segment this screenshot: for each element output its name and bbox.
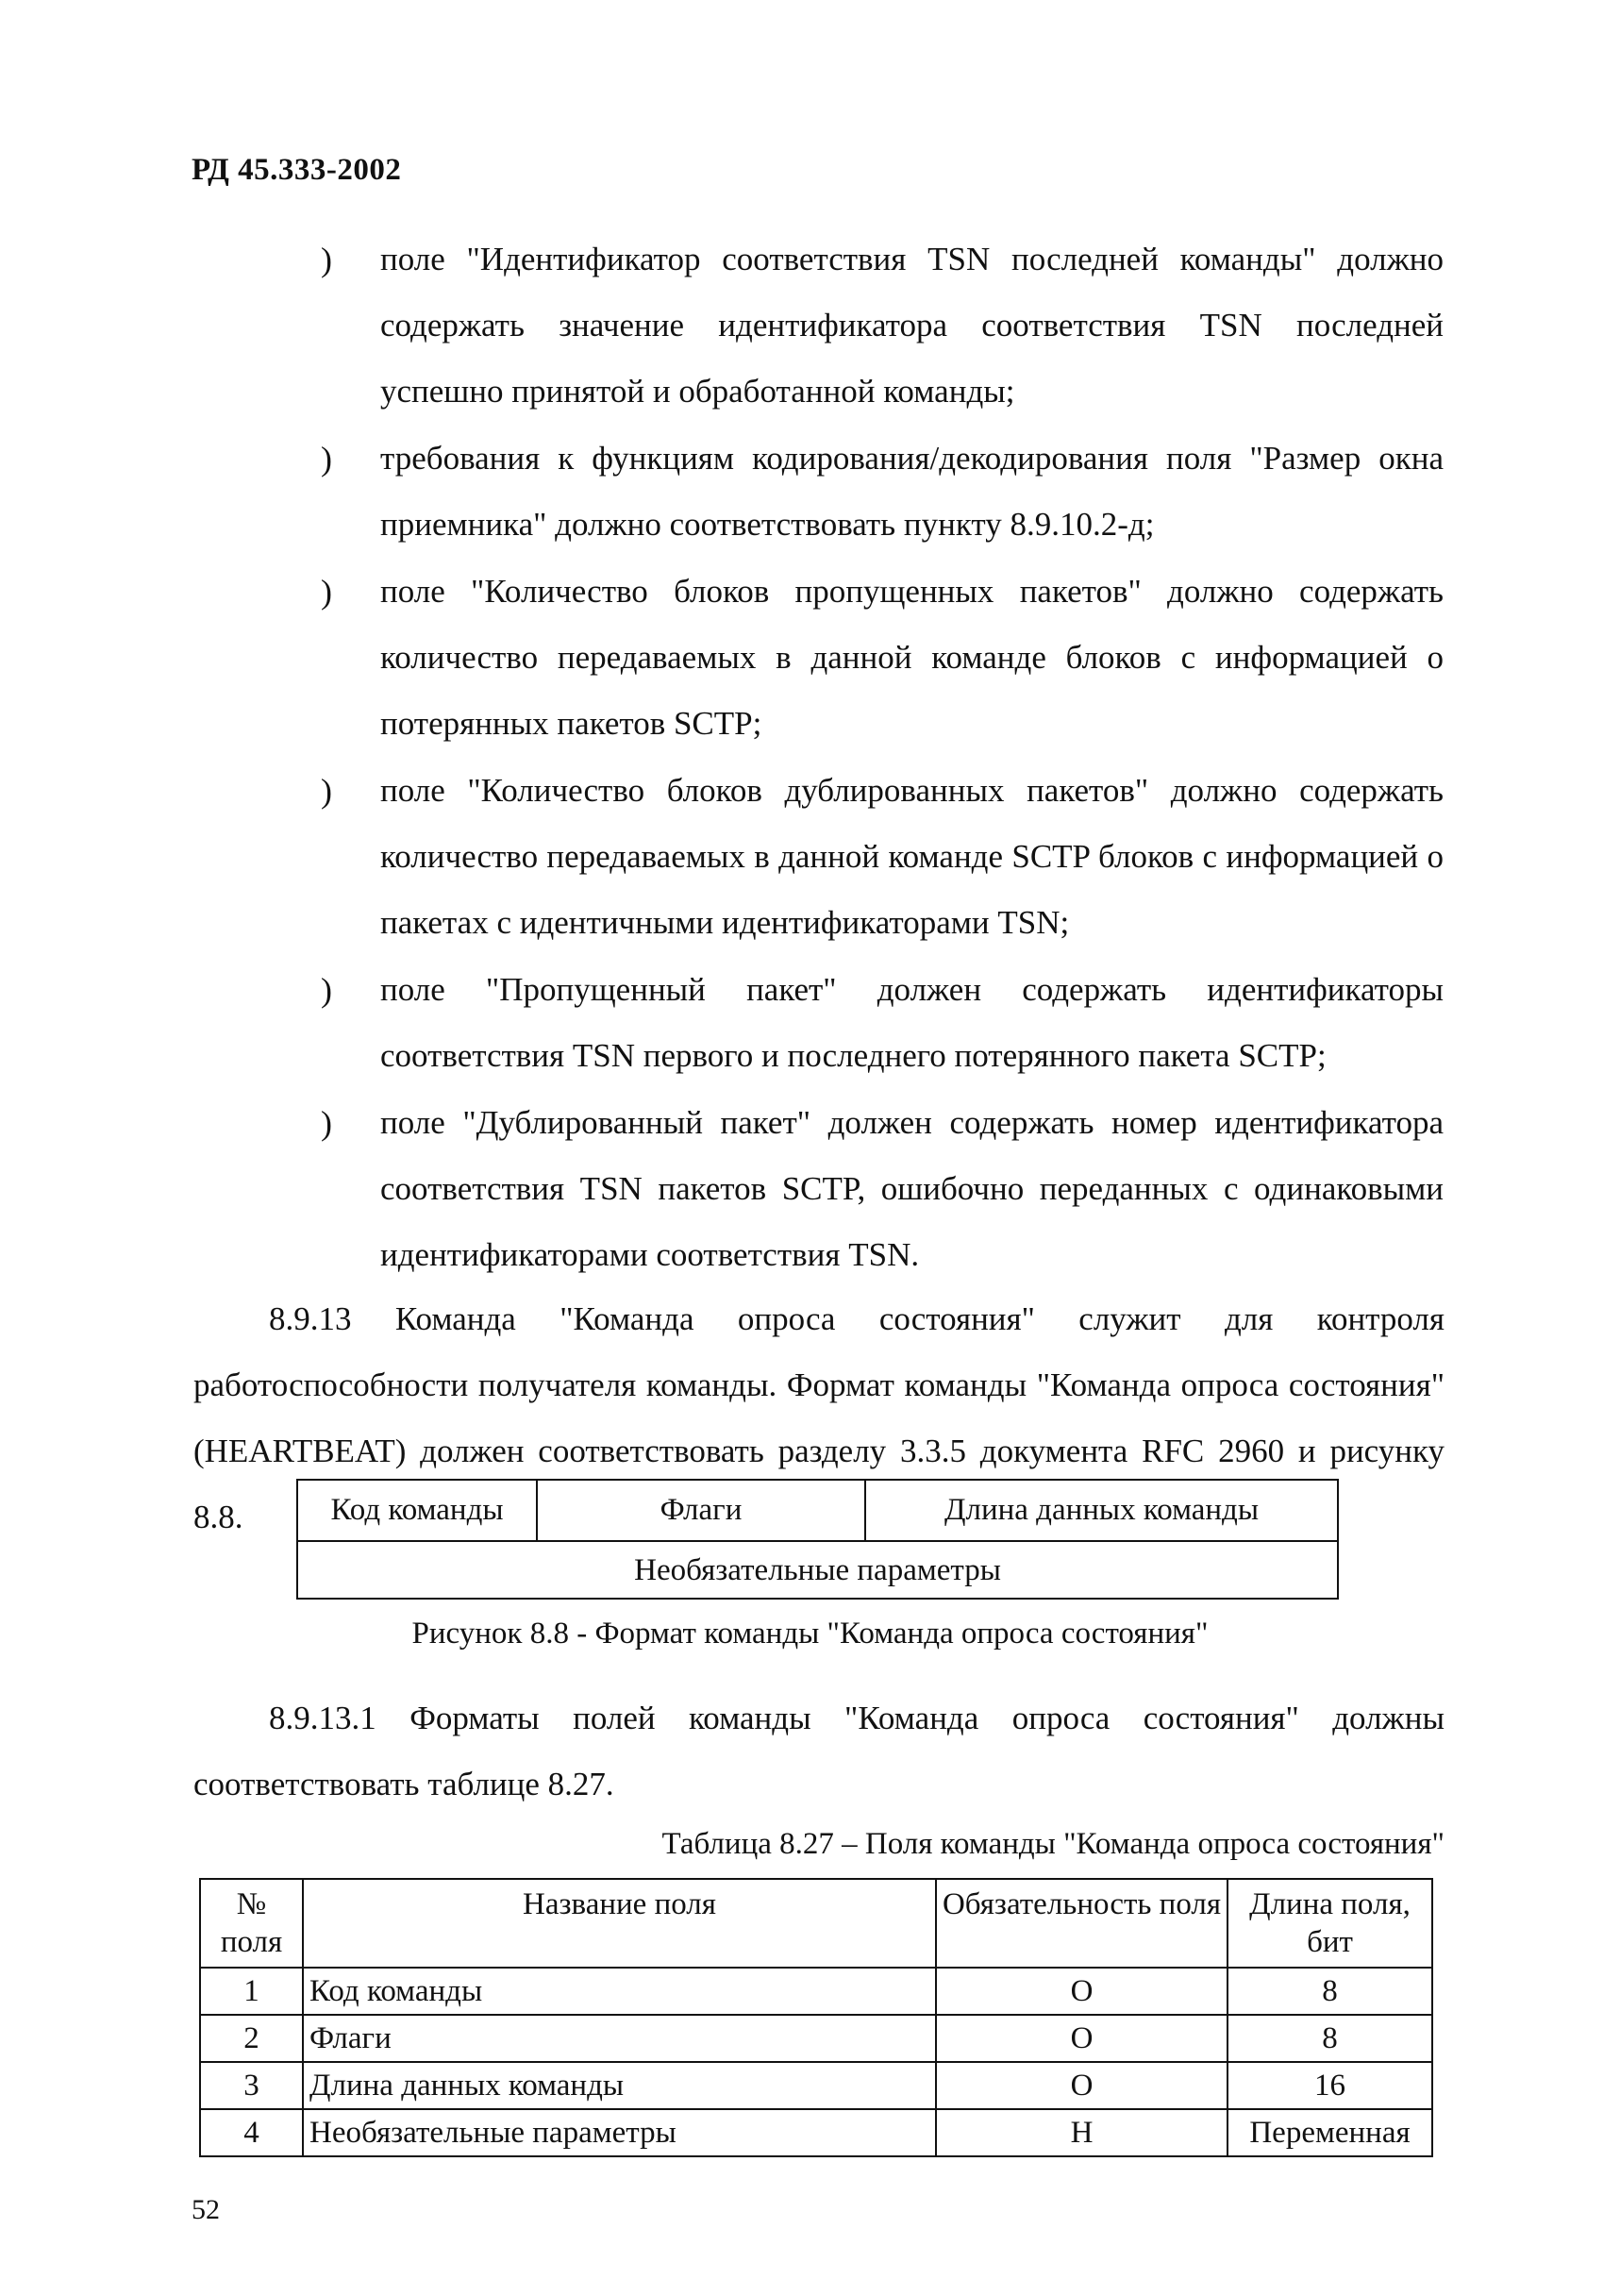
table-row (200, 2015, 1432, 2062)
cell-mandatory: О (936, 2062, 1228, 2109)
cell-length: 8 (1228, 1968, 1432, 2015)
cell-mandatory: Н (936, 2109, 1228, 2156)
paragraph-8-9-13-1 (193, 1685, 1445, 1818)
cell-length: Переменная (1228, 2109, 1432, 2156)
cell-number: 3 (200, 2062, 303, 2109)
list-marker: ) (321, 1104, 332, 1142)
cell-length: 16 (1228, 2062, 1432, 2109)
list-marker: ) (321, 971, 332, 1009)
list-marker: ) (321, 573, 332, 611)
cell-number: 2 (200, 2015, 303, 2062)
cell-length: 8 (1228, 2015, 1432, 2062)
list-item-text: поле "Количество блоков пропущенных пакетов" должно содержать количество передаваемых в данной команде блоков с информацией о потерянных пакетов SCTP; (380, 573, 1444, 742)
list-item (321, 758, 1444, 956)
list-item-text: поле "Пропущенный пакет" должен содержать идентификаторы соответствия TSN первого и последнего потерянного пакета SCTP; (380, 971, 1444, 1074)
list-marker: ) (321, 241, 332, 278)
cell-number: 4 (200, 2109, 303, 2156)
header-field-name: Название поля (303, 1879, 936, 1968)
cell-number: 1 (200, 1968, 303, 2015)
list-item-text: поле "Дублированный пакет" должен содержать номер идентификатора соответствия TSN пакетов SCTP, ошибочно переданных с одинаковыми идентификаторами соответствия TSN. (380, 1104, 1444, 1273)
cell-name: Необязательные параметры (303, 2109, 936, 2156)
figure-cell-optional-params: Необязательные параметры (634, 1553, 1001, 1587)
figure-row (298, 1481, 1337, 1542)
command-format-figure (296, 1479, 1339, 1600)
page-number: 52 (192, 2194, 220, 2225)
figure-cell-command-code: Код команды (298, 1481, 538, 1540)
header-mandatory: Обязательность поля (936, 1879, 1228, 1968)
list-marker: ) (321, 772, 332, 810)
paragraph-text: 8.9.13 Команда "Команда опроса состояния" служит для контроля работоспособности получателя команды. Формат команды "Команда опроса состояния" (HEARTBEAT) должен соответствовать разделу 3.3.5 документа RFC 2960 и рисунку 8.8. (193, 1300, 1445, 1535)
cell-mandatory: О (936, 2015, 1228, 2062)
table-row (200, 2109, 1432, 2156)
list-item (321, 957, 1444, 1089)
requirements-list (321, 226, 1444, 1289)
list-marker: ) (321, 440, 332, 478)
cell-name: Длина данных команды (303, 2062, 936, 2109)
list-item-text: поле "Идентификатор соответствия TSN последней команды" должно содержать значение идентификатора соответствия TSN последней успешно принятой и обработанной команды; (380, 241, 1444, 410)
list-item-text: требования к функциям кодирования/декодирования поля "Размер окна приемника" должно соответствовать пункту 8.9.10.2-д; (380, 440, 1444, 543)
header-field-length: Длина поля, бит (1228, 1879, 1432, 1968)
list-item (321, 559, 1444, 757)
list-item (321, 226, 1444, 425)
list-item-text: поле "Количество блоков дублированных пакетов" должно содержать количество передаваемых в данной команде SCTP блоков с информацией о пакетах с идентичными идентификаторами TSN; (380, 772, 1444, 941)
figure-caption: Рисунок 8.8 - Формат команды "Команда опроса состояния" (411, 1617, 1209, 1651)
header-field-number: № поля (200, 1879, 303, 1968)
table-row (200, 2062, 1432, 2109)
cell-name: Код команды (303, 1968, 936, 2015)
document-header: РД 45.333-2002 (192, 153, 402, 187)
fields-table (199, 1878, 1433, 2157)
list-item (321, 426, 1444, 558)
figure-cell-data-length: Длина данных команды (944, 1493, 1260, 1527)
figure-cell-flags: Флаги (538, 1481, 866, 1540)
paragraph-text: 8.9.13.1 Форматы полей команды "Команда опроса состояния" должны соответствовать таблице 8.27. (193, 1700, 1445, 1802)
table-row (200, 1968, 1432, 2015)
cell-name: Флаги (303, 2015, 936, 2062)
list-item (321, 1090, 1444, 1288)
table-caption: Таблица 8.27 – Поля команды "Команда опроса состояния" (661, 1827, 1445, 1861)
table-header-row (200, 1879, 1432, 1968)
cell-mandatory: О (936, 1968, 1228, 2015)
